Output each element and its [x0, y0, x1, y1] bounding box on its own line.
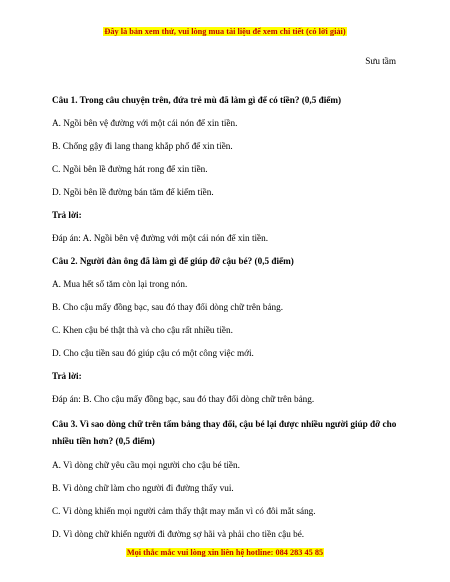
- question-1-title: Câu 1. Trong câu chuyện trên, đứa trẻ mù đã làm gì để có tiền? (0,5 điểm): [52, 95, 342, 105]
- preview-notice-text: Đây là bản xem thử, vui lòng mua tài liệu để xem chi tiết (có lời giải): [104, 27, 346, 36]
- question-2-option-b: B. Cho cậu mấy đồng bạc, sau đó thay đổi dòng chữ trên bảng.: [52, 302, 284, 312]
- question-3-option-a: A. Vì dòng chữ yêu cầu mọi người cho cậu bé tiền.: [52, 460, 240, 470]
- question-1-option-d: D. Ngồi bên lề đường bán tăm để kiếm tiền.: [52, 187, 214, 197]
- source-label: Sưu tầm: [365, 56, 396, 66]
- question-1-option-a: A. Ngồi bên vệ đường với một cái nón để xin tiền.: [52, 118, 238, 128]
- question-2-option-c: C. Khen cậu bé thật thà và cho cậu rất nhiều tiền.: [52, 325, 233, 335]
- question-2-answer-label: Trả lời:: [52, 371, 82, 381]
- hotline-banner: [0, 547, 450, 558]
- question-3-title: Câu 3. Vì sao dòng chữ trên tấm bảng thay đổi, cậu bé lại được nhiều người giúp đỡ cho nhiều tiền hơn? (0,5 điểm): [52, 419, 397, 446]
- document-body: [52, 94, 402, 551]
- question-2-option-d: D. Cho cậu tiền sau đó giúp cậu có một công việc mới.: [52, 348, 254, 358]
- question-2-option-a: A. Mua hết số tăm còn lại trong nón.: [52, 279, 188, 289]
- question-3-option-b: B. Vì dòng chữ làm cho người đi đường thấy vui.: [52, 483, 234, 493]
- question-3-option-c: C. Vì dòng khiến mọi người cảm thấy thật may mắn vì có đôi mắt sáng.: [52, 506, 316, 516]
- question-3-option-d: D. Vì dòng chữ khiến người đi đường sợ hãi và phải cho tiền cậu bé.: [52, 529, 305, 539]
- question-1-option-b: B. Chống gậy đi lang thang khắp phố để xin tiền.: [52, 141, 233, 151]
- question-2-answer: Đáp án: B. Cho cậu mấy đồng bạc, sau đó thay đổi dòng chữ trên bảng.: [52, 394, 315, 404]
- preview-notice-banner: [0, 26, 450, 37]
- question-1-answer-label: Trả lời:: [52, 210, 82, 220]
- question-1-answer: Đáp án: A. Ngồi bên vệ đường với một cái nón để xin tiền.: [52, 233, 269, 243]
- question-1-option-c: C. Ngồi bên lề đường hát rong để xin tiền.: [52, 164, 208, 174]
- hotline-text: Mọi thắc mắc vui lòng xin liên hệ hotline: 084 283 45 85: [126, 548, 324, 557]
- question-2-title: Câu 2. Người đàn ông đã làm gì để giúp đỡ cậu bé? (0,5 điểm): [52, 256, 294, 266]
